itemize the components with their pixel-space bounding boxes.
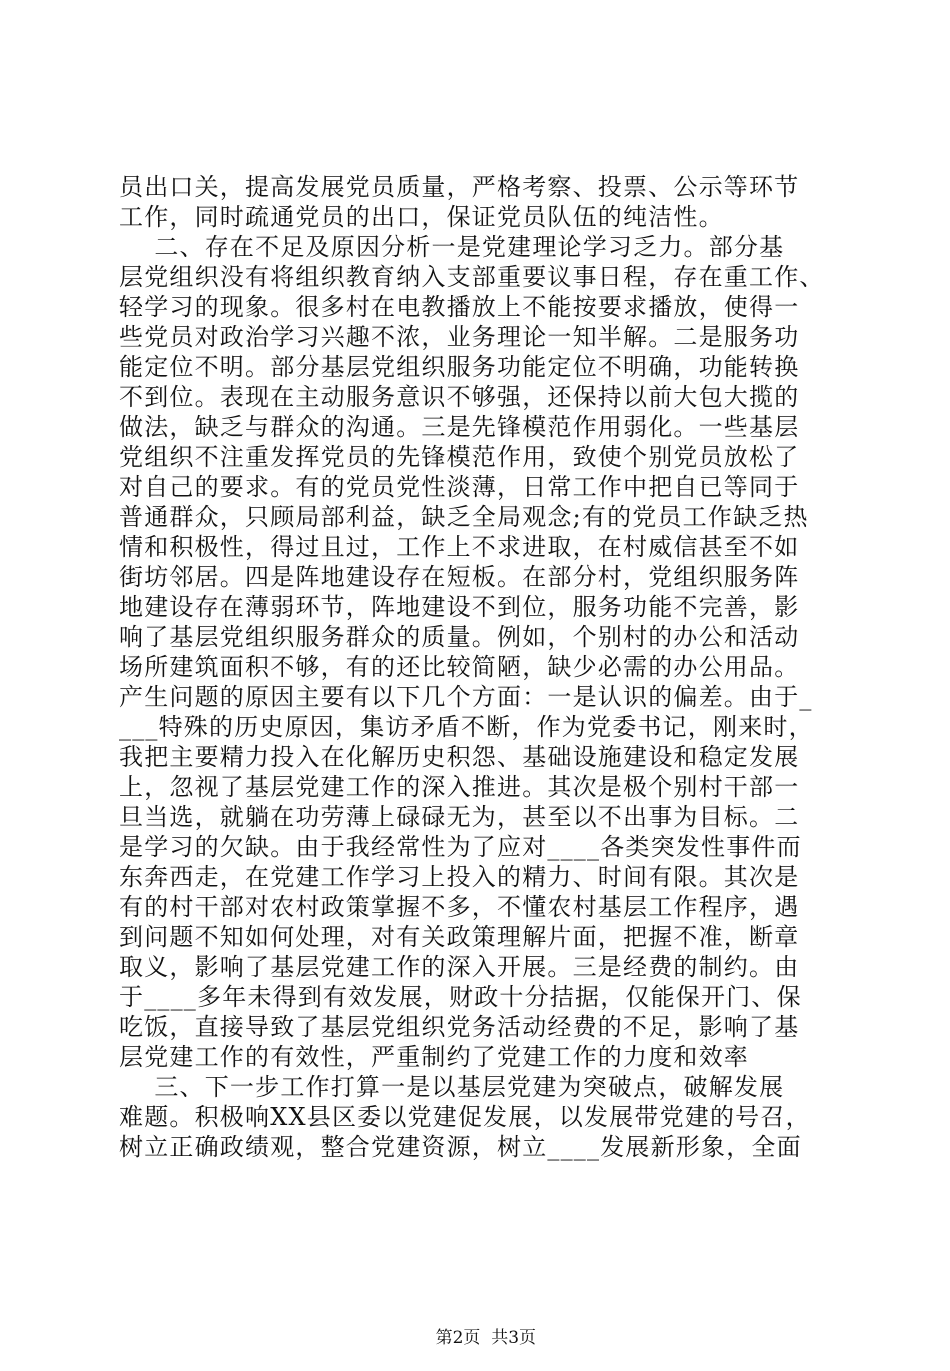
text-line: 响了基层党组织服务群众的质量。例如，个别村的办公和活动 [119,623,800,651]
text-line: 吃饭，直接导致了基层党组织党务活动经费的不足，影响了基 [119,1013,800,1041]
text-line: 党组织不注重发挥党员的先锋模范作用，致使个别党员放松了 [119,443,800,471]
text-line: 地建设存在薄弱环节，阵地建设不到位，服务功能不完善，影 [119,593,800,621]
text-line: 轻学习的现象。很多村在电教播放上不能按要求播放，使得一 [119,293,800,321]
text-line: 对自己的要求。有的党员党性淡薄，日常工作中把自已等同于 [119,473,800,501]
page-footer [0,1305,950,1371]
text-line: 难题。积极响XX县区委以党建促发展，以发展带党建的号召， [119,1103,811,1131]
paragraph-start-line: 三、下一步工作打算一是以基层党建为突破点，破解发展 [119,1073,785,1101]
text-line: 取义，影响了基层党建工作的深入开展。三是经费的制约。由 [119,953,800,981]
text-line: 工作，同时疏通党员的出口，保证党员队伍的纯洁性。 [119,203,724,231]
text-line: 我把主要精力投入在化解历史积怨、基础设施建设和稳定发展 [119,743,800,771]
text-line: 员出口关，提高发展党员质量，严格考察、投票、公示等环节 [119,173,800,201]
text-line: 街坊邻居。四是阵地建设存在短板。在部分村，党组织服务阵 [119,563,800,591]
text-line: 场所建筑面积不够，有的还比较简陋，缺少必需的办公用品。 [119,653,800,681]
text-line: 普通群众，只顾局部利益，缺乏全局观念;有的党员工作缺乏热 [119,503,809,531]
text-line: 旦当选，就躺在功劳薄上碌碌无为，甚至以不出事为目标。二 [119,803,800,831]
text-line: 不到位。表现在主动服务意识不够强，还保持以前大包大揽的 [119,383,800,411]
page-number-label: 第2页 共3页 [435,1328,537,1348]
text-line: 到问题不知如何处理，对有关政策理解片面，把握不准，断章 [119,923,800,951]
text-line: 能定位不明。部分基层党组织服务功能定位不明确，功能转换 [119,353,800,381]
text-line: 产生问题的原因主要有以下几个方面：一是认识的偏差。由于_ [119,683,813,711]
text-line: 情和积极性，得过且过，工作上不求进取，在村威信甚至不如 [119,533,800,561]
text-line: 层党组织没有将组织教育纳入支部重要议事日程，存在重工作、 [119,263,825,291]
paragraph-start-line: 二、存在不足及原因分析一是党建理论学习乏力。部分基 [119,233,785,261]
text-line: 是学习的欠缺。由于我经常性为了应对____各类突发性事件而 [119,833,802,861]
text-line: 做法，缺乏与群众的沟通。三是先锋模范作用弱化。一些基层 [119,413,800,441]
text-line: 上，忽视了基层党建工作的深入推进。其次是极个别村干部一 [119,773,800,801]
text-line: ___特殊的历史原因，集访矛盾不断，作为党委书记，刚来时， [119,713,814,741]
document-body [119,172,839,1162]
text-line: 层党建工作的有效性，严重制约了党建工作的力度和效率 [119,1043,749,1071]
text-line: 于____多年未得到有效发展，财政十分拮据，仅能保开门、保 [119,983,802,1011]
text-line: 树立正确政绩观，整合党建资源，树立____发展新形象，全面 [119,1133,802,1161]
text-line: 东奔西走，在党建工作学习上投入的精力、时间有限。其次是 [119,863,800,891]
text-line: 有的村干部对农村政策掌握不多，不懂农村基层工作程序，遇 [119,893,800,921]
text-line: 些党员对政治学习兴趣不浓，业务理论一知半解。二是服务功 [119,323,800,351]
